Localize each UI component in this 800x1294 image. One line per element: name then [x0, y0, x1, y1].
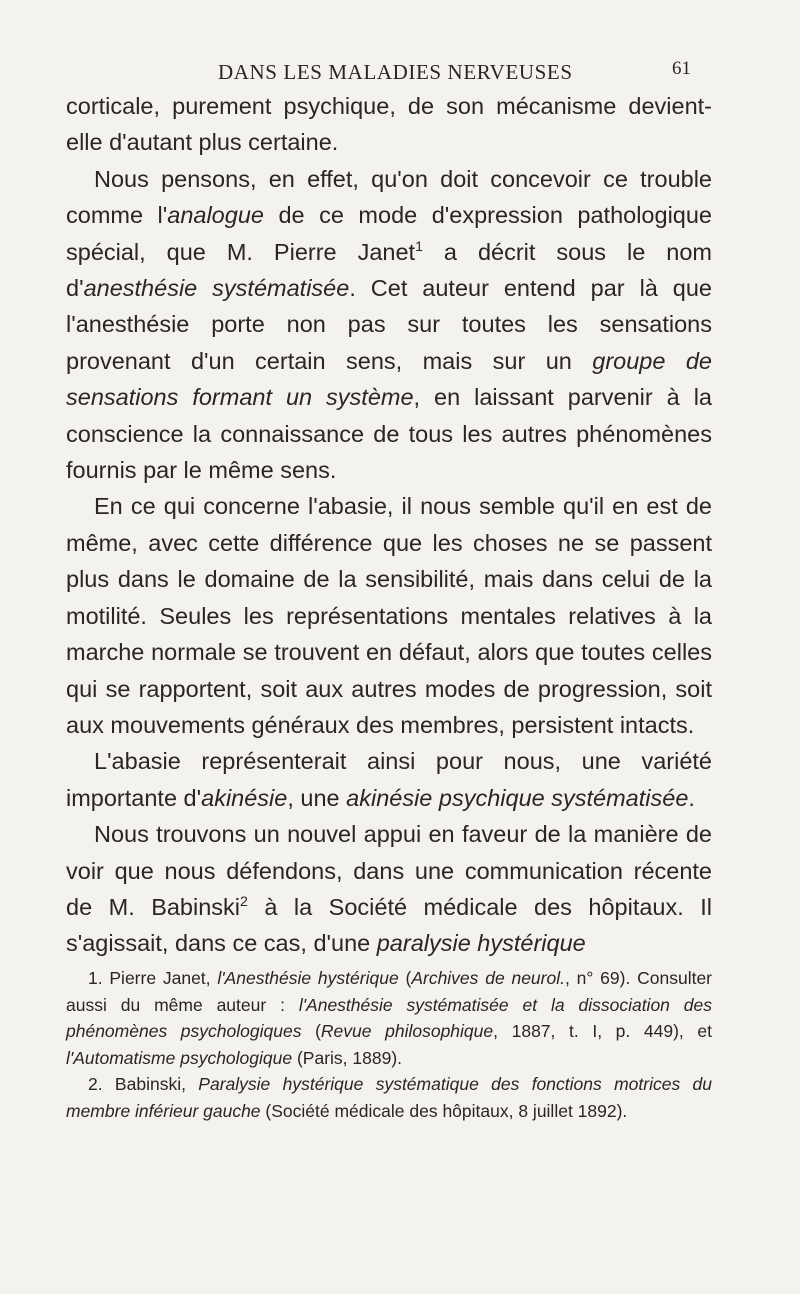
text-run: (Société médicale des hôpitaux, 8 juillet 1892). [260, 1100, 628, 1121]
italic-text: l'Anesthésie hystérique [217, 968, 399, 988]
running-head: DANS LES MALADIES NERVEUSES [218, 60, 573, 84]
italic-text: groupe de sensations formant un système [66, 347, 712, 411]
text-run: , une [287, 784, 347, 811]
text-run: 1. Pierre Janet, [88, 968, 218, 988]
text-run: Nous trouvons un nouvel appui en faveur de la manière de voir que nous défendons, dans une communication récente de M. Babinski [66, 821, 712, 920]
body-text [66, 88, 712, 962]
italic-text: akinésie [201, 784, 288, 811]
paragraph [66, 161, 712, 489]
text-run: En ce qui concerne l'abasie, il nous semble qu'il en est de même, avec cette différence que les choses ne se passent plus dans le domaine de la sensibilité, mais dans celui de la motilité. Seules les représentations mentales relatives à la marche normale se trouvent en défaut, alors que toutes celles qui se rapportent, soit aux autres modes de progression, soit aux mouvements généraux des membres, persistent intacts. [66, 493, 712, 738]
paragraph [66, 488, 712, 743]
footnote-marker: 1 [415, 237, 423, 254]
italic-text: analogue [167, 202, 264, 229]
italic-text: Paralysie hystérique systématique des fonctions motrices du membre inférieur gauche [66, 1074, 713, 1121]
text-run: de ce mode d'expression pathologique spécial, que M. Pierre Janet [66, 202, 712, 265]
text-run: , n° 69). Consulter aussi du même auteur : [66, 968, 712, 1015]
text-run: corticale, purement psychique, de son mécanisme devient-elle d'autant plus certaine. [66, 93, 712, 156]
text-run: L'abasie représenterait ainsi pour nous, une variété importante d' [66, 748, 712, 811]
footnote [66, 965, 712, 1071]
text-run: (Paris, 1889). [292, 1047, 403, 1068]
text-run: , en laissant parvenir à la conscience la connaissance de tous les autres phénomènes fournis par le même sens. [66, 384, 712, 484]
paragraph [66, 88, 712, 161]
italic-text: akinésie psychique systématisée [346, 784, 689, 811]
page-header [0, 58, 800, 88]
paragraph [66, 743, 712, 816]
footnotes [66, 965, 712, 1124]
footnote-marker: 2 [240, 893, 248, 910]
text-run: , 1887, t. I, p. 449), et [493, 1021, 712, 1041]
text-run: . [688, 784, 695, 811]
text-run: 2. Babinski, [88, 1074, 199, 1094]
page-number: 61 [672, 58, 691, 79]
italic-text: l'Automatisme psychologique [66, 1047, 293, 1068]
italic-text: paralysie hystérique [376, 930, 586, 957]
text-run: ( [301, 1021, 321, 1041]
italic-text: l'Anesthésie systématisée et la dissociation des phénomènes psychologiques [66, 994, 712, 1041]
italic-text: Revue philosophique [320, 1021, 494, 1041]
text-run: a décrit sous le nom d' [66, 238, 712, 302]
text-run: . Cet auteur entend par là que l'anesthésie porte non pas sur toutes les sensations provenant d'un certain sens, mais sur un [66, 275, 712, 374]
italic-text: anesthésie systématisée [83, 275, 350, 302]
paragraph [66, 816, 712, 962]
italic-text: Archives de neurol. [411, 968, 565, 988]
footnote [66, 1071, 712, 1124]
text-run: ( [398, 968, 412, 988]
text-run: Nous pensons, en effet, qu'on doit concevoir ce trouble comme l' [66, 165, 712, 229]
text-run: à la Société médicale des hôpitaux. Il s'agissait, dans ce cas, d'une [66, 893, 712, 957]
